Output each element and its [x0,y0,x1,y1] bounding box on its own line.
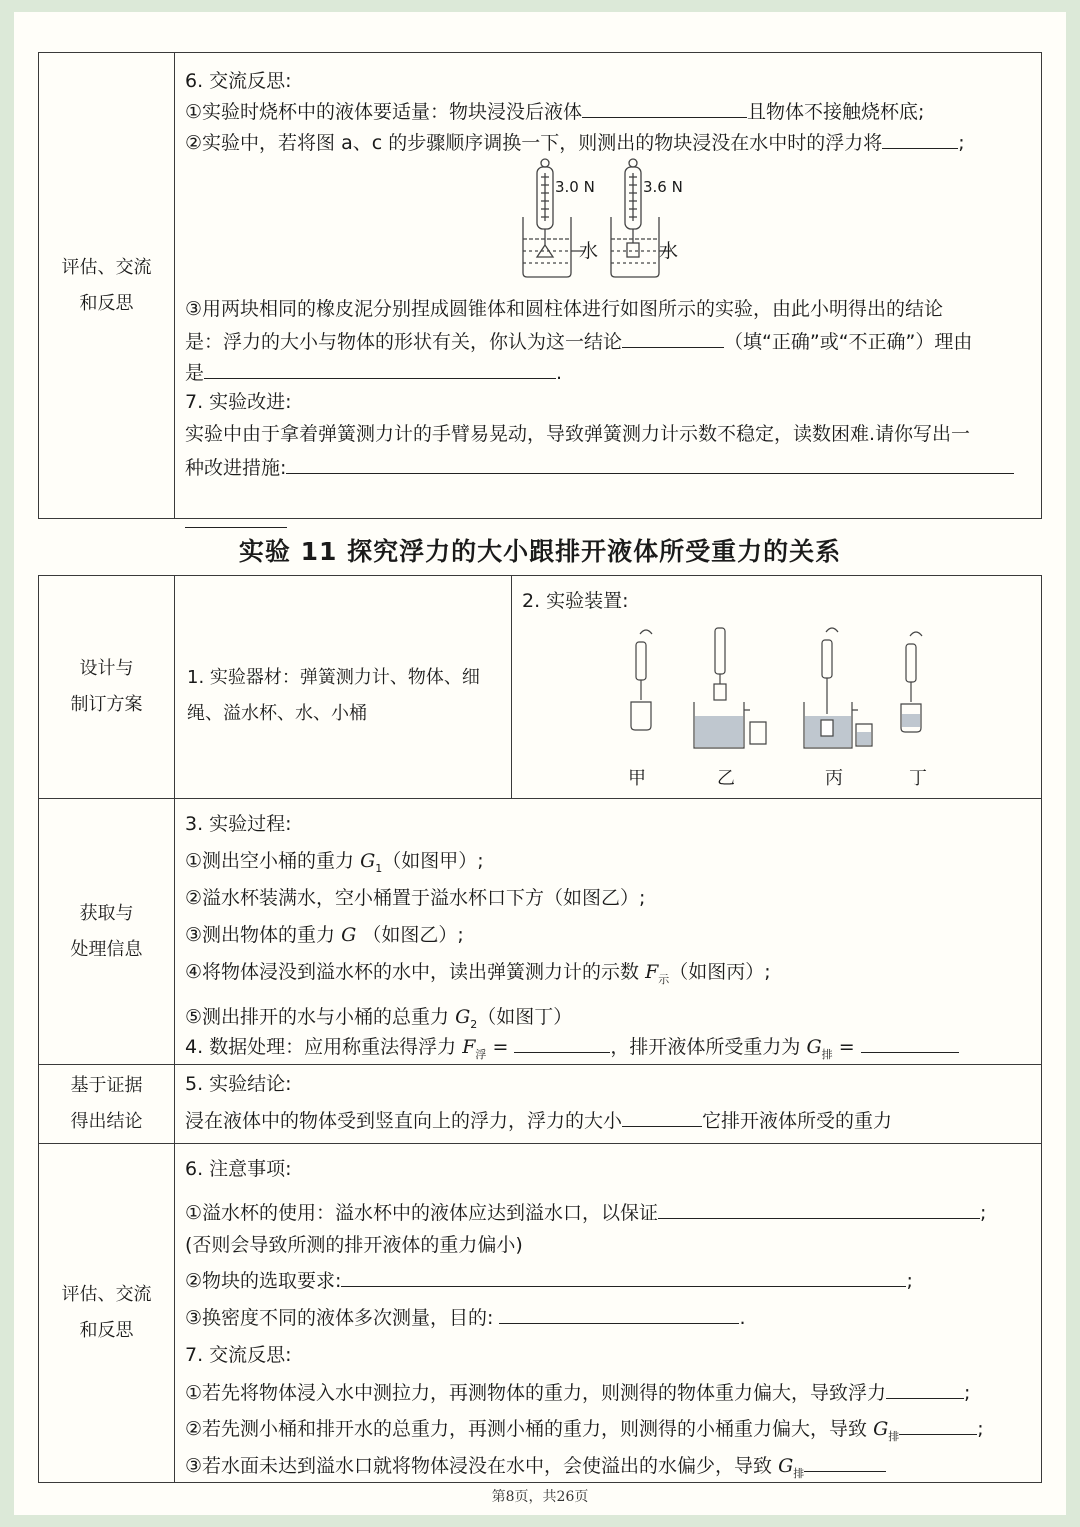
reading-left: 3.0 N [555,178,595,196]
fig-label-yi: 乙 [717,768,735,789]
scale-left [523,159,585,277]
reading-right: 3.6 N [643,178,683,196]
section-label-evaluate: 评估、交流 和反思 [39,1144,175,1483]
experiment-title: 实验 11 探究浮力的大小跟排开液体所受重力的关系 [238,537,842,566]
apparatus-heading: 2. 实验装置: [522,590,629,612]
scale-yi [694,624,766,748]
evaluate-top-content [175,53,1042,519]
process-step-3: ③测出物体的重力 G （如图乙）; [185,924,464,946]
answer-blank-continued[interactable] [185,505,287,528]
answer-blank[interactable] [882,126,958,149]
note-1-remark: (否则会导致所测的排开液体的重力偏小) [185,1234,523,1256]
materials-text: 1. 实验器材：弹簧测力计、物体、细 绳、溢水杯、水、小桶 [187,667,480,724]
conclusion-cell [175,1065,1042,1144]
section-label-process: 获取与 处理信息 [39,799,175,1065]
note-3: ③换密度不同的液体多次测量，目的: . [185,1301,746,1334]
answer-blank[interactable] [204,356,556,379]
question-shape-line1: ③用两块相同的橡皮泥分别捏成圆锥体和圆柱体进行如图所示的实验，由此小明得出的结论 [185,298,944,320]
evaluate-cell [175,1144,1042,1483]
conclusion-heading: 5. 实验结论: [185,1073,292,1095]
scale-bing [804,628,872,748]
question-step-order: ②实验中，若将图 a、c 的步骤顺序调换一下，则测出的物块浸没在水中时的浮力将 ; [185,126,965,159]
note-2: ②物块的选取要求: ; [185,1264,913,1297]
heading-reflection: 6. 交流反思: [185,70,292,92]
page-footer: 第8页，共26页 [491,1489,589,1505]
improvement-text-line1: 实验中由于拿着弹簧测力计的手臂易晃动，导致弹簧测力计示数不稳定，读数困难.请你写出一 [185,423,971,445]
reflection-heading: 7. 交流反思: [185,1344,292,1366]
process-step-4: ④将物体浸没到溢水杯的水中，读出弹簧测力计的示数 $F_示$（如图丙）; [185,961,771,986]
answer-blank[interactable] [286,451,1014,474]
answer-blank[interactable] [499,1301,739,1324]
answer-blank[interactable] [899,1412,977,1435]
answer-blank[interactable] [341,1264,906,1287]
improvement-text-line2: 种改进措施: [185,451,1014,484]
answer-blank[interactable] [861,1030,959,1053]
reflection-1: ①若先将物体浸入水中测拉力，再测物体的重力，则测得的物体重力偏大，导致浮力 ; [185,1376,970,1409]
spring-scale-beaker-figure [515,155,725,287]
section-label-evaluate-top: 评估、交流 和反思 [39,53,175,519]
apparatus-cell [512,576,1042,799]
fig-label-ding: 丁 [909,768,927,789]
answer-blank[interactable] [582,95,747,118]
fig-label-jia: 甲 [628,768,646,789]
process-cell [175,799,1042,1065]
apparatus-figure [610,624,940,754]
answer-blank[interactable] [514,1030,610,1053]
process-step-5: ⑤测出排开的水与小桶的总重力 $G_2$（如图丁） [185,1006,573,1031]
experiment-11-table [38,575,1042,1483]
note-1: ①溢水杯的使用：溢水杯中的液体应达到溢水口，以保证 ; [185,1196,986,1229]
heading-improvement: 7. 实验改进: [185,391,292,413]
process-heading: 3. 实验过程: [185,813,292,835]
answer-blank[interactable] [622,325,724,348]
reflection-2: ②若先测小桶和排开水的总重力，再测小桶的重力，则测得的小桶重力偏大，导致 $G_排$ ; [185,1412,984,1452]
answer-blank[interactable] [658,1196,980,1219]
materials-cell [175,576,512,799]
section-label-design: 设计与 制订方案 [39,576,175,799]
reflection-3: ③若水面未达到溢水口就将物体浸没在水中，会使溢出的水偏少，导致 $G_排$ [185,1449,886,1489]
answer-blank[interactable] [622,1104,702,1127]
question-liquid-amount: ①实验时烧杯中的液体要适量：物块浸没后液体 且物体不接触烧杯底; [185,95,924,128]
section-label-conclusion: 基于证据 得出结论 [39,1065,175,1144]
data-processing: 4. 数据处理：应用称重法得浮力 $F_浮$ = ，排开液体所受重力为 $G_排$ = [185,1030,959,1070]
scale-jia [631,630,652,730]
water-label-right: 水 [659,240,679,262]
notes-heading: 6. 注意事项: [185,1158,292,1180]
question-shape-line2: 是：浮力的大小与物体的形状有关，你认为这一结论 （填“正确”或“不正确”）理由 [185,325,972,358]
water-label-left: 水 [579,240,599,262]
conclusion-text: 浸在液体中的物体受到竖直向上的浮力，浮力的大小 它排开液体所受的重力 [185,1104,892,1137]
answer-blank[interactable] [804,1449,886,1472]
scale-ding [901,632,922,732]
process-step-2: ②溢水杯装满水，空小桶置于溢水杯口下方（如图乙）; [185,887,646,909]
question-shape-line3: 是 . [185,356,562,389]
top-evaluation-table [38,52,1042,519]
process-step-1: ①测出空小桶的重力 $G_1$（如图甲）; [185,850,484,875]
fig-label-bing: 丙 [825,768,843,789]
answer-blank[interactable] [886,1376,964,1399]
